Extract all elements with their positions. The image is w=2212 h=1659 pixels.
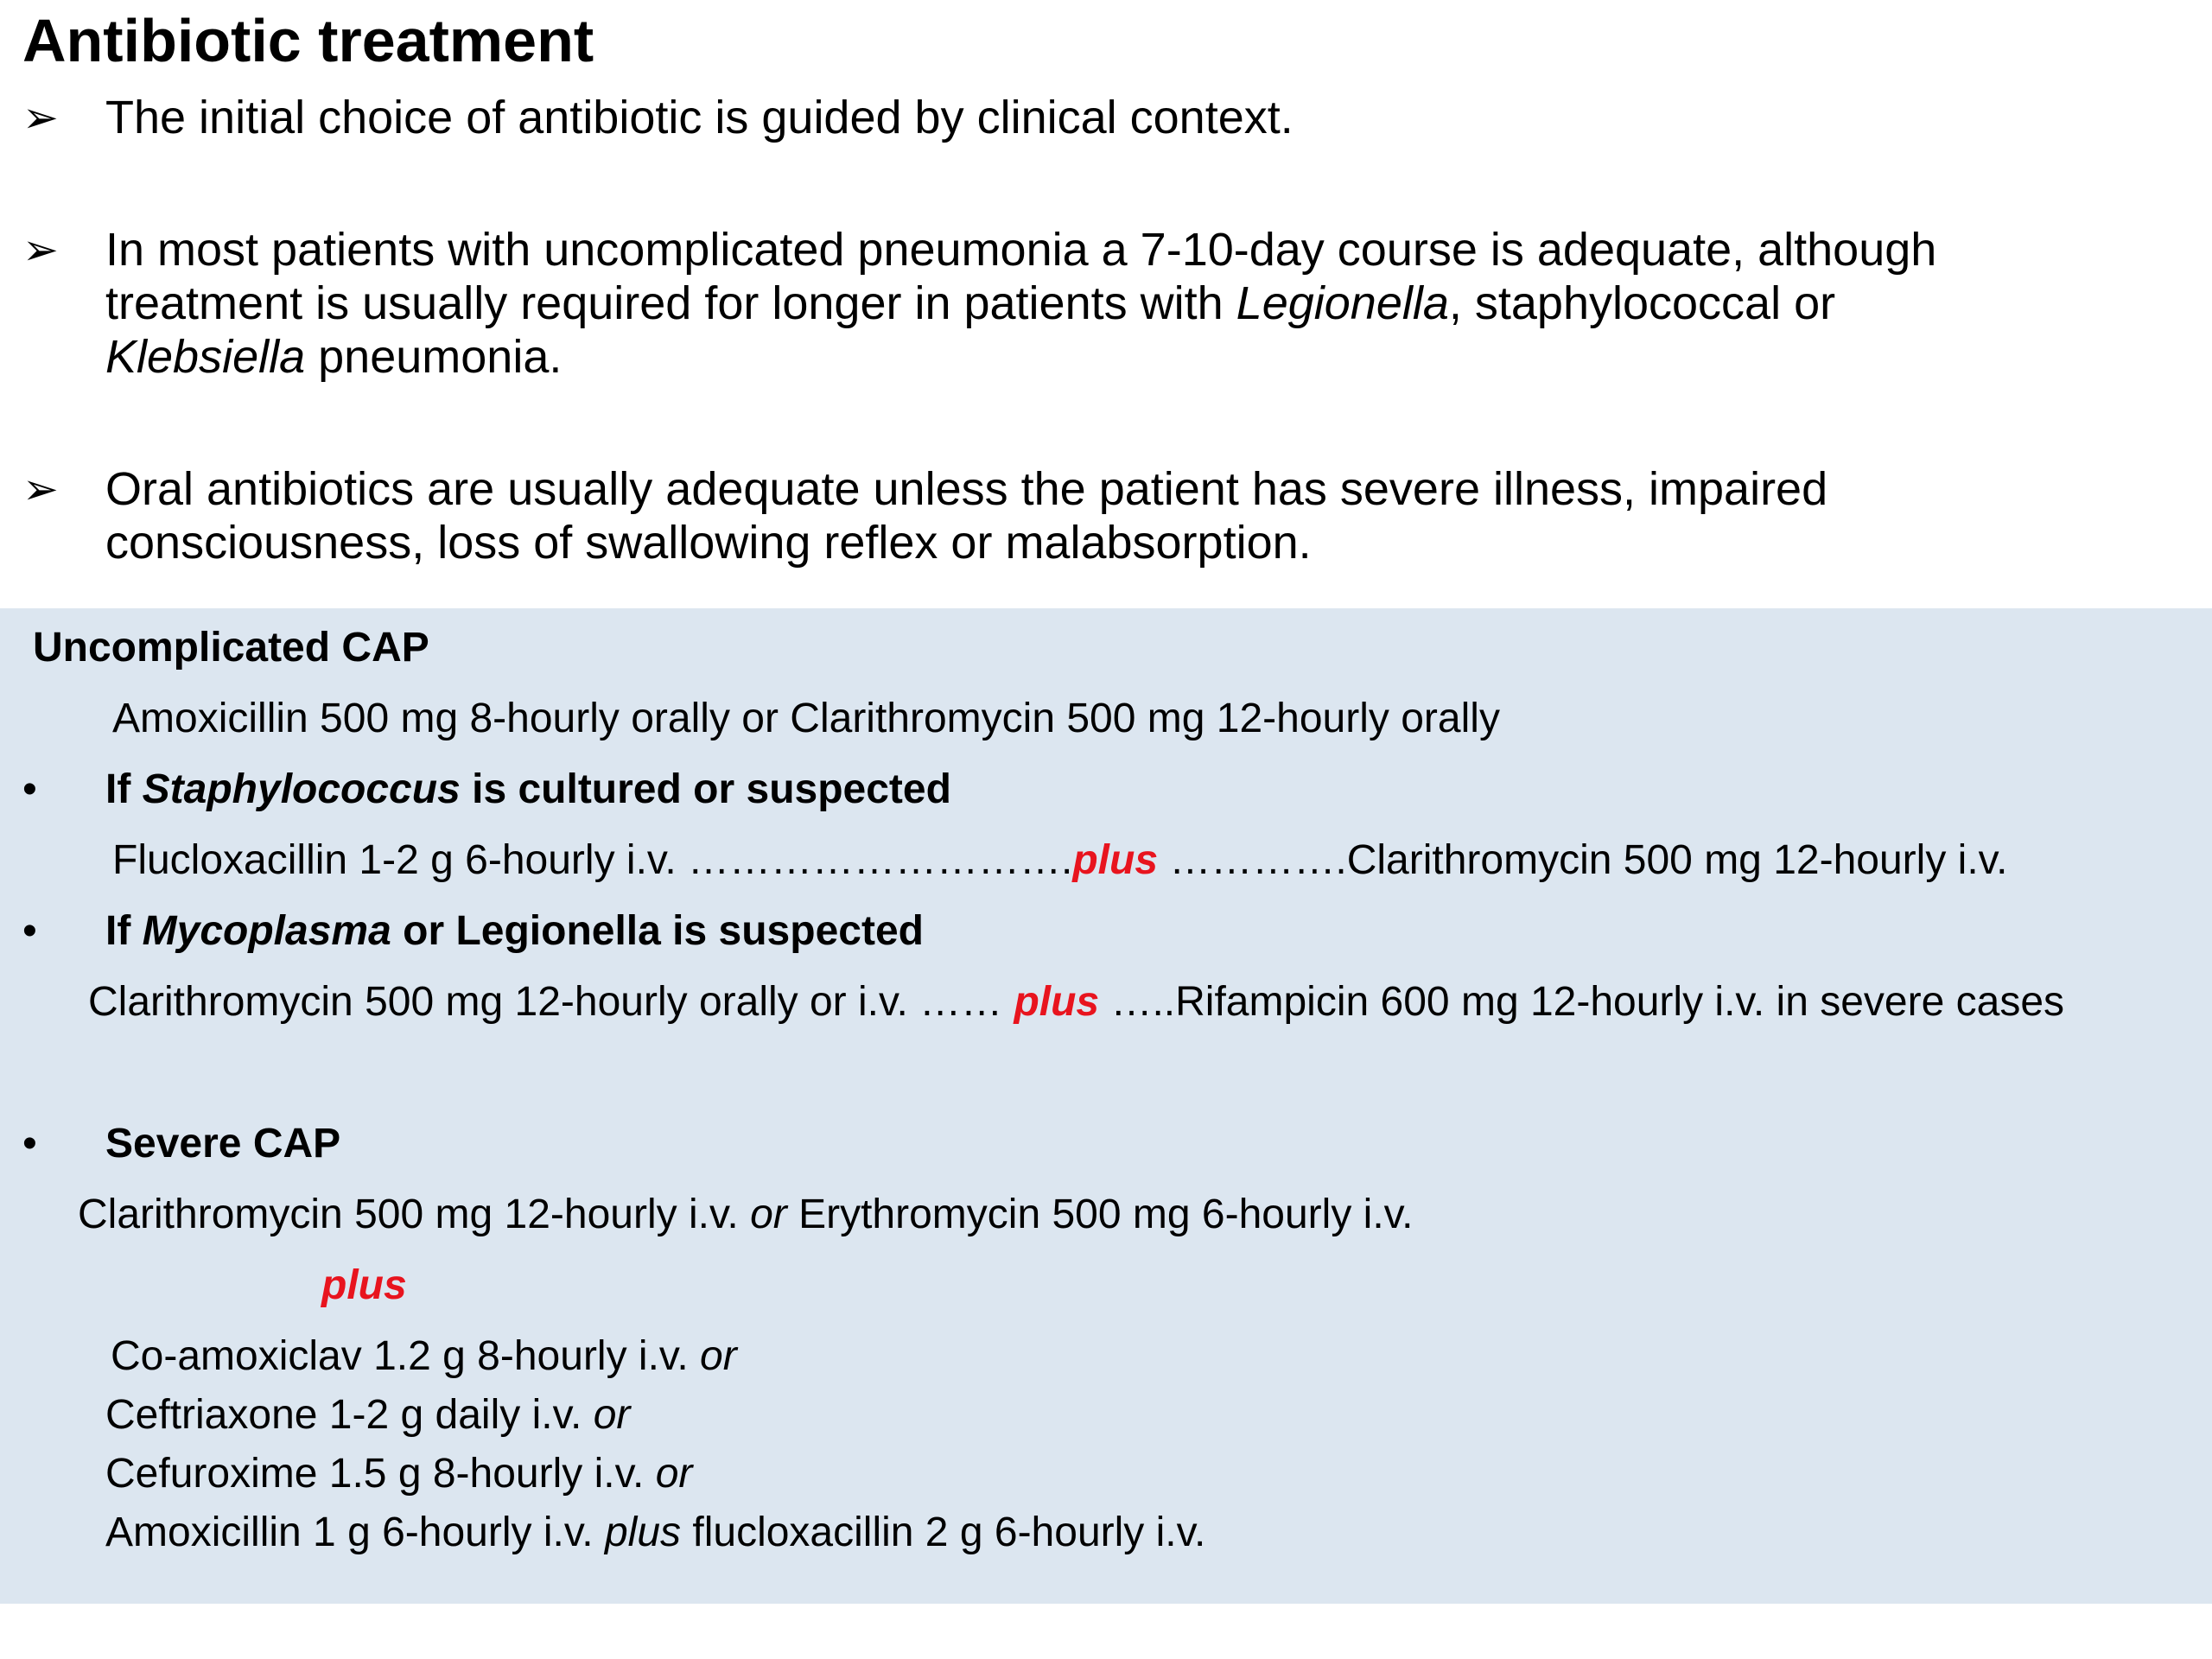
severe-plus: plus (321, 1262, 407, 1308)
mycoplasma-regimen: Clarithromycin 500 mg 12-hourly orally or i.v. …… plus …..Rifampicin 600 mg 12-hourly i.v. in severe cases (88, 979, 2065, 1025)
severe-macrolide: Clarithromycin 500 mg 12-hourly i.v. or Erythromycin 500 mg 6-hourly i.v. (78, 1192, 1414, 1237)
uncomplicated-regimen: Amoxicillin 500 mg 8-hourly orally or Clarithromycin 500 mg 12-hourly orally (112, 696, 1500, 741)
bullet-text: Oral antibiotics are usually adequate unless the patient has severe illness, impaired (105, 463, 1828, 515)
bullet-dot-icon: • (22, 908, 37, 954)
bullet-text: In most patients with uncomplicated pneumonia a 7-10-day course is adequate, although (105, 224, 1937, 276)
bullet-dot-icon: • (22, 766, 37, 812)
bullet-text: The initial choice of antibiotic is guided by clinical context. (105, 92, 1294, 143)
bullet-text: Klebsiella pneumonia. (105, 331, 563, 383)
severe-option: Amoxicillin 1 g 6-hourly i.v. plus flucloxacillin 2 g 6-hourly i.v. (105, 1510, 1206, 1555)
severe-option: Co-amoxiclav 1.2 g 8-hourly i.v. or (111, 1333, 737, 1379)
severe-option: Cefuroxime 1.5 g 8-hourly i.v. or (105, 1451, 693, 1497)
uncomplicated-heading: Uncomplicated CAP (33, 625, 429, 671)
arrow-bullet-icon: ➢ (22, 465, 59, 513)
severe-option: Ceftriaxone 1-2 g daily i.v. or (105, 1392, 631, 1438)
severe-heading: Severe CAP (105, 1121, 341, 1166)
arrow-bullet-icon: ➢ (22, 93, 59, 142)
bullet-text: treatment is usually required for longer in patients with Legionella, staphylococcal or (105, 277, 1836, 329)
staph-heading: If Staphylococcus is cultured or suspected (105, 766, 951, 812)
bullet-dot-icon: • (22, 1121, 37, 1166)
mycoplasma-heading: If Mycoplasma or Legionella is suspected (105, 908, 924, 954)
treatment-panel (0, 608, 2212, 1604)
page-title: Antibiotic treatment (22, 7, 594, 74)
bullet-text: consciousness, loss of swallowing reflex or malabsorption. (105, 517, 1312, 569)
staph-regimen: Flucloxacillin 1-2 g 6-hourly i.v. ……………………….plus ………….Clarithromycin 500 mg 12-hourly i.v. (112, 837, 2008, 883)
arrow-bullet-icon: ➢ (22, 226, 59, 274)
